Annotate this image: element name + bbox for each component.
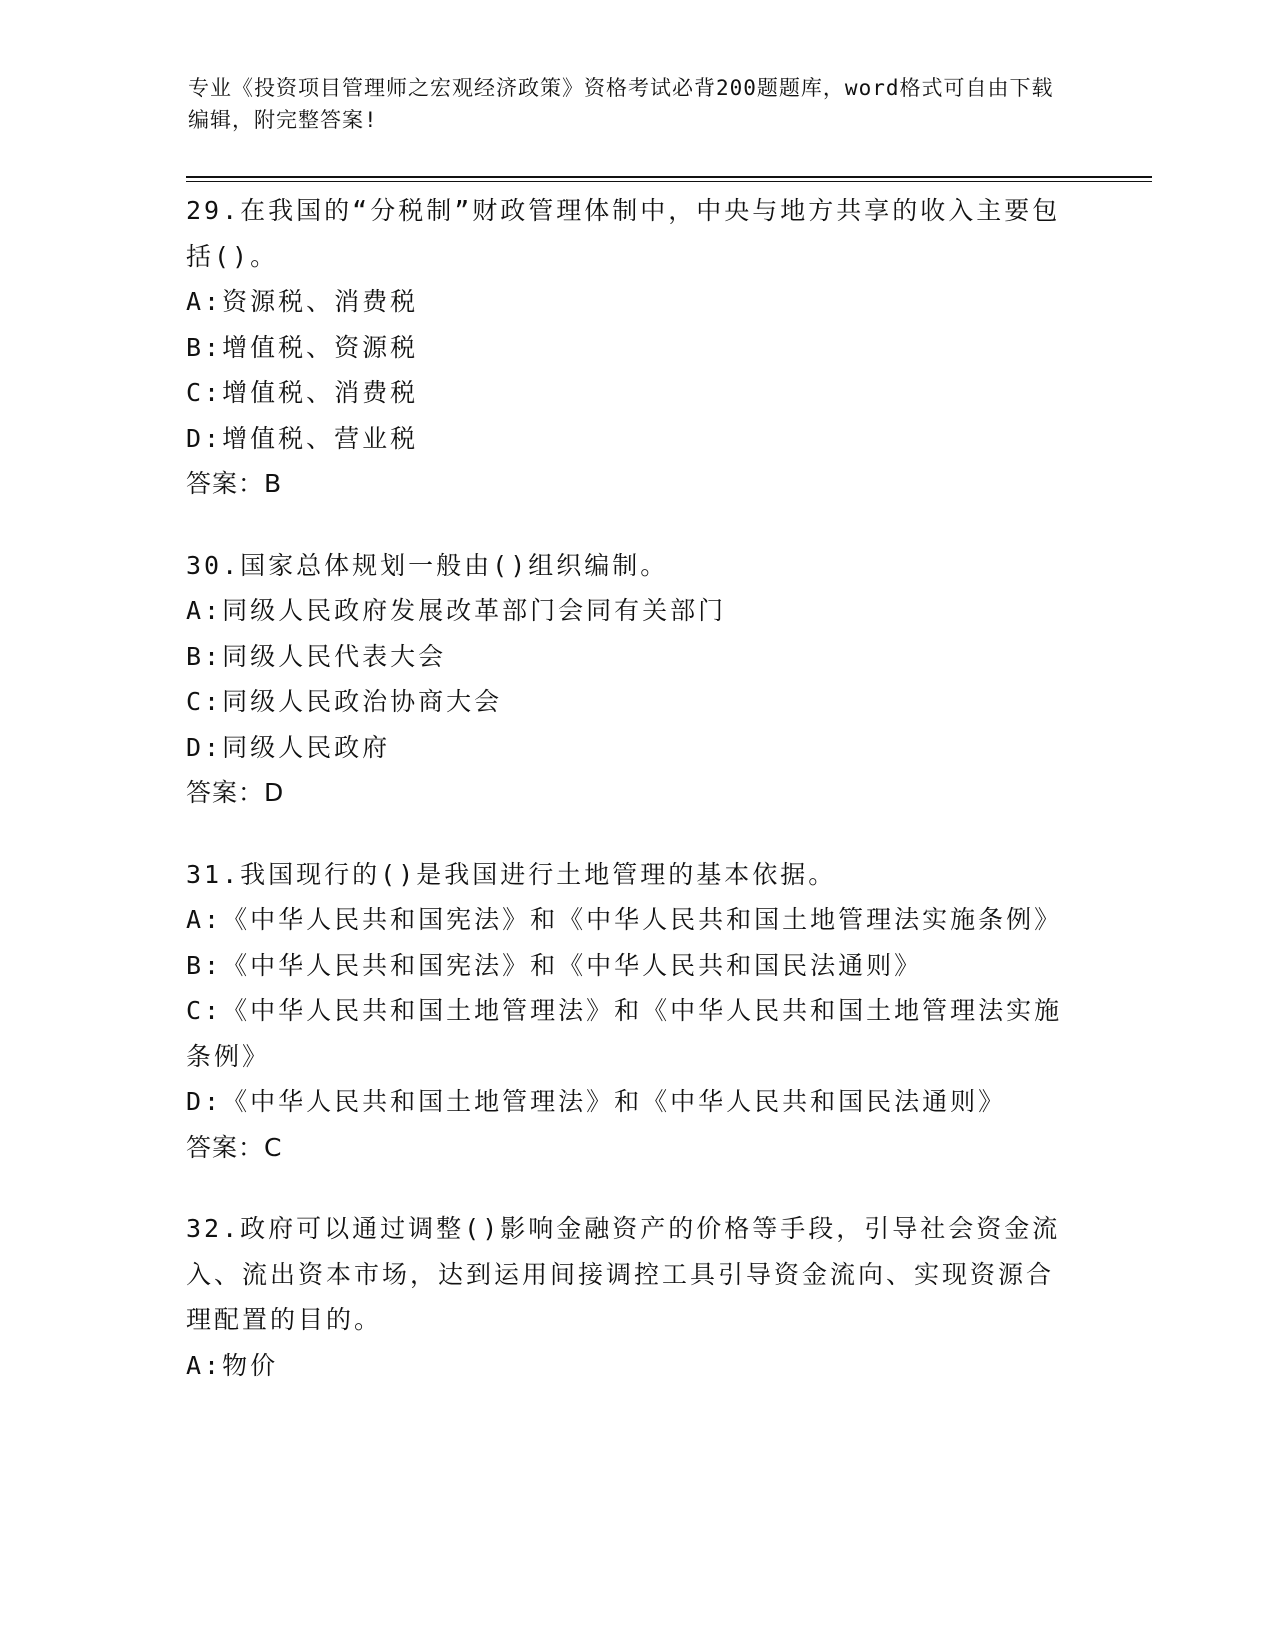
question-stem: 30.国家总体规划一般由()组织编制。: [186, 550, 669, 580]
option-b: B:增值税、资源税: [186, 332, 419, 362]
option-a: A:物价: [186, 1350, 279, 1380]
option-c: C:《中华人民共和国土地管理法》和《中华人民共和国土地管理法实施条例》: [186, 996, 1063, 1071]
question-stem: 29.在我国的“分税制”财政管理体制中，中央与地方共享的收入主要包括()。: [186, 196, 1061, 271]
question-32: [186, 1206, 1076, 1388]
answer-key: 答案：C: [186, 1132, 283, 1162]
option-d: D:增值税、营业税: [186, 423, 419, 453]
answer-key: 答案：D: [186, 778, 285, 807]
option-c: C:同级人民政治协商大会: [186, 687, 503, 716]
option-a: A:同级人民政府发展改革部门会同有关部门: [186, 596, 727, 625]
header-divider: [186, 176, 1152, 178]
option-d: D:《中华人民共和国土地管理法》和《中华人民共和国民法通则》: [186, 1087, 1007, 1116]
question-30: [186, 543, 1076, 816]
option-b: B:《中华人民共和国宪法》和《中华人民共和国民法通则》: [186, 950, 923, 980]
question-list: [186, 188, 1076, 1424]
option-b: B:同级人民代表大会: [186, 641, 447, 671]
header-divider-thin: [186, 181, 1152, 182]
question-stem: 31.我国现行的()是我国进行土地管理的基本依据。: [186, 859, 837, 889]
question-31: [186, 852, 1076, 1171]
question-29: [186, 188, 1076, 507]
option-a: A:《中华人民共和国宪法》和《中华人民共和国土地管理法实施条例》: [186, 905, 1063, 934]
option-c: C:增值税、消费税: [186, 378, 419, 407]
answer-key: 答案：B: [186, 469, 283, 498]
option-d: D:同级人民政府: [186, 732, 391, 762]
question-stem: 32.政府可以通过调整()影响金融资产的价格等手段，引导社会资金流入、流出资本市场，达到运用间接调控工具引导资金流向、实现资源合理配置的目的。: [186, 1214, 1061, 1334]
option-a: A:资源税、消费税: [186, 287, 419, 316]
document-header: 专业《投资项目管理师之宏观经济政策》资格考试必背200题题库，word格式可自由下载编辑，附完整答案!: [188, 76, 1054, 132]
